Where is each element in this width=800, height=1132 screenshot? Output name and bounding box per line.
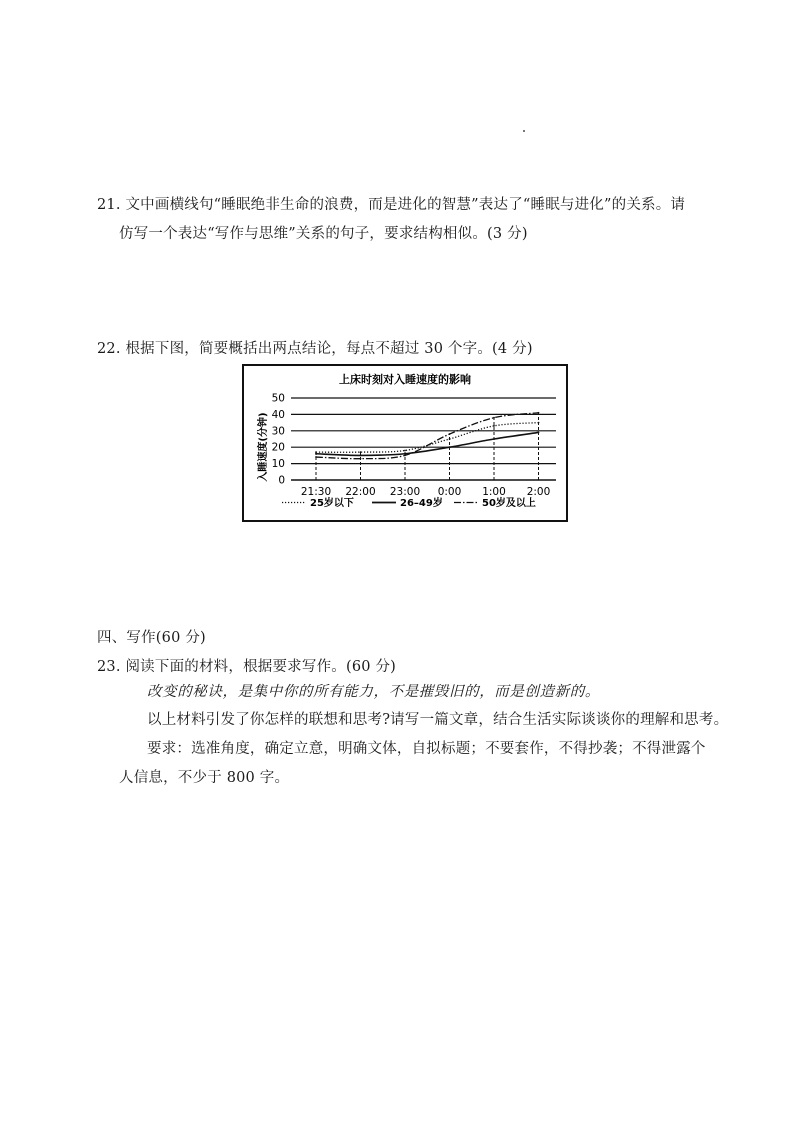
legend-label-1: 26–49岁 bbox=[400, 498, 443, 509]
y-tick-label-50: 50 bbox=[271, 392, 285, 405]
series-0-point-1 bbox=[360, 451, 362, 453]
series-1-point-1 bbox=[360, 455, 362, 457]
q23-instruction: 以上材料引发了你怎样的联想和思考?请写一篇文章，结合生活实际谈谈你的理解和思考。 bbox=[147, 712, 729, 728]
q23-material: 改变的秘诀，是集中你的所有能力，不是摧毁旧的，而是创造新的。 bbox=[147, 684, 600, 700]
chart-y-axis-label: 入睡速度(分钟) bbox=[258, 412, 269, 482]
series-0-point-2 bbox=[404, 450, 406, 452]
series-1-point-0 bbox=[315, 453, 317, 455]
series-0-point-0 bbox=[315, 451, 317, 453]
sleep-onset-chart bbox=[242, 364, 568, 522]
q23-requirement-line1: 要求：选准角度，确定立意，明确文体，自拟标题；不要套作，不得抄袭；不得泄露个 bbox=[147, 741, 706, 757]
chart-canvas bbox=[244, 366, 566, 520]
q22-prompt: 22. 根据下图，简要概括出两点结论，每点不超过 30 个字。(4 分) bbox=[97, 341, 533, 357]
series-0-point-4 bbox=[493, 425, 495, 427]
x-tick-label-5: 2:00 bbox=[526, 486, 551, 498]
series-1-point-4 bbox=[493, 438, 495, 440]
legend-label-2: 50岁及以上 bbox=[482, 498, 536, 509]
series-0-point-5 bbox=[538, 422, 540, 424]
y-tick-label-0: 0 bbox=[278, 474, 285, 487]
y-tick-label-40: 40 bbox=[271, 408, 285, 421]
x-tick-label-1: 22:00 bbox=[345, 486, 376, 498]
q21-line2: 仿写一个表达“写作与思维”关系的句子，要求结构相似。(3 分) bbox=[119, 226, 528, 242]
legend-label-0: 25岁以下 bbox=[310, 498, 354, 509]
x-tick-label-4: 1:00 bbox=[482, 486, 506, 498]
q21-line1: 21. 文中画横线句“睡眠绝非生命的浪费，而是进化的智慧”表达了“睡眠与进化”的关系。请 bbox=[97, 197, 686, 213]
y-tick-label-20: 20 bbox=[271, 441, 285, 454]
series-1-point-5 bbox=[538, 432, 540, 434]
x-tick-label-2: 23:00 bbox=[389, 486, 421, 498]
series-2-point-0 bbox=[315, 456, 317, 458]
chart-title: 上床时刻对入睡速度的影响 bbox=[339, 373, 471, 386]
x-tick-label-3: 0:00 bbox=[437, 486, 462, 498]
q23-requirement-line2: 人信息，不少于 800 字。 bbox=[119, 770, 290, 786]
series-2-point-5 bbox=[538, 412, 540, 414]
x-tick-label-0: 21:30 bbox=[300, 486, 332, 498]
q23-prompt: 23. 阅读下面的材料，根据要求写作。(60 分) bbox=[97, 659, 397, 675]
series-1-point-3 bbox=[449, 446, 451, 448]
series-0-point-3 bbox=[449, 438, 451, 440]
series-1-point-2 bbox=[404, 453, 406, 455]
y-tick-label-30: 30 bbox=[271, 425, 285, 438]
scan-speck bbox=[523, 130, 525, 132]
series-2-point-2 bbox=[404, 455, 406, 457]
series-2-point-4 bbox=[493, 417, 495, 419]
y-tick-label-10: 10 bbox=[271, 458, 285, 471]
series-2-point-3 bbox=[449, 433, 451, 435]
section4-heading: 四、写作(60 分) bbox=[97, 630, 206, 646]
series-2-point-1 bbox=[360, 458, 362, 460]
